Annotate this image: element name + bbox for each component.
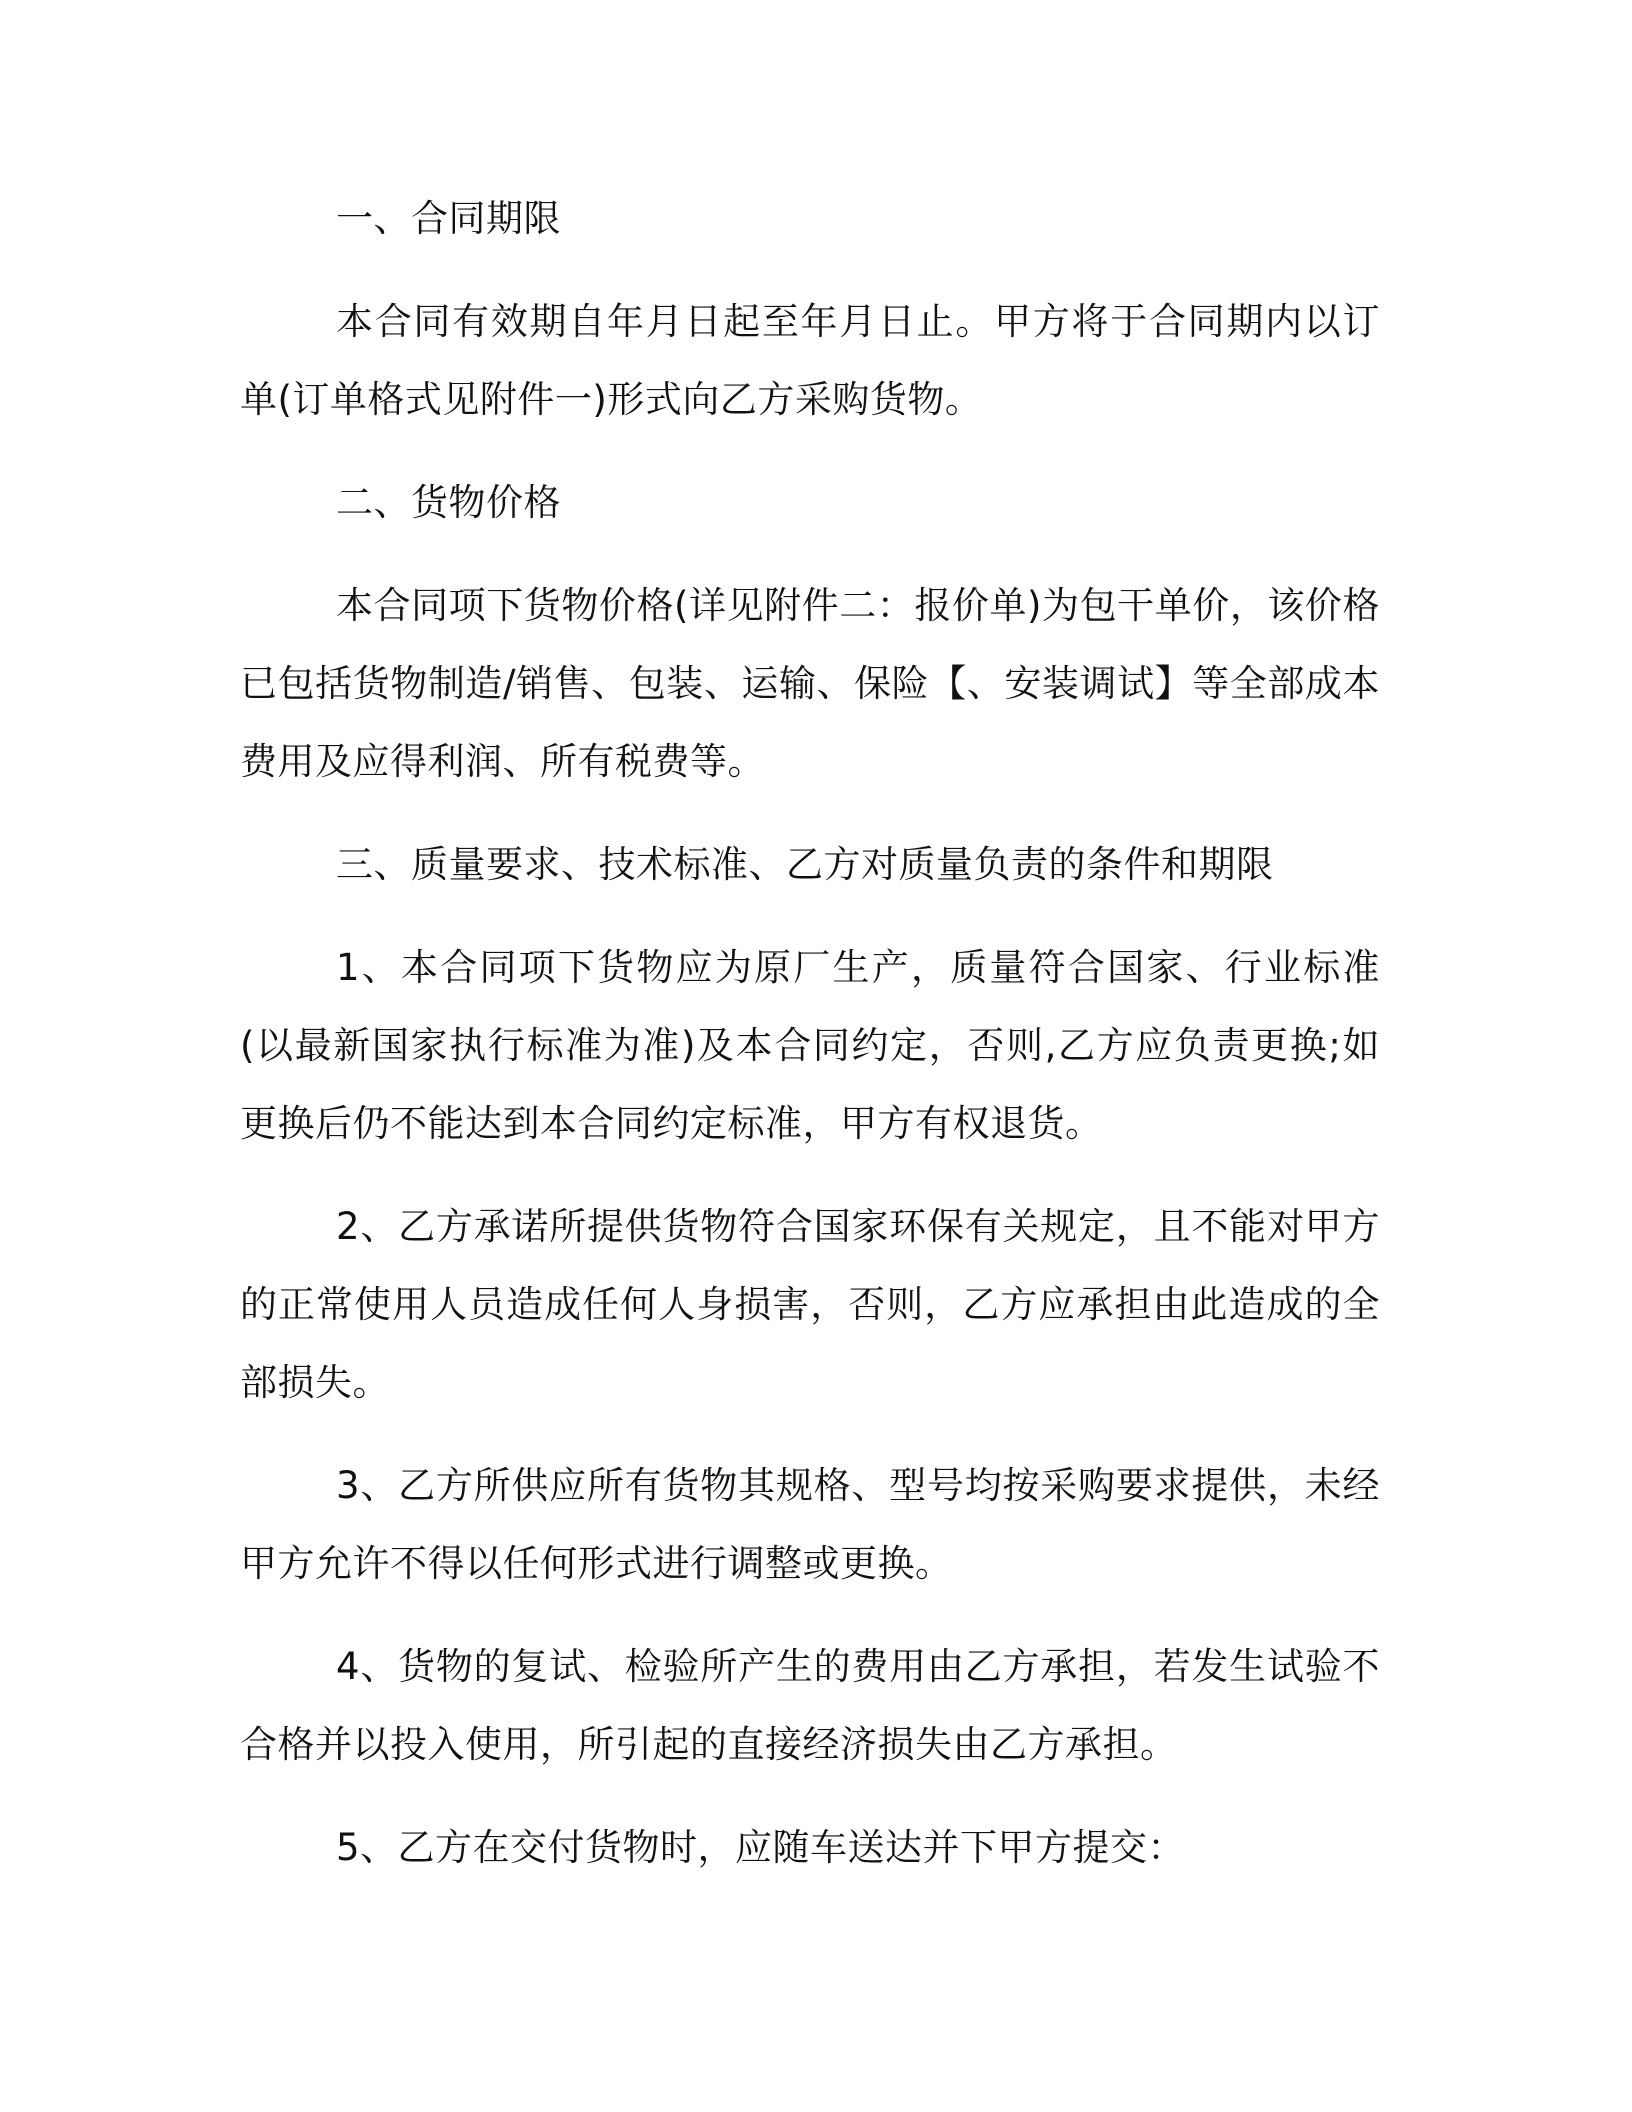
paragraph-quality-4: 4、货物的复试、检验所产生的费用由乙方承担，若发生试验不合格并以投入使用，所引起的直接经济损失由乙方承担。 [240,1645,1380,1766]
paragraph-term: 本合同有效期自年月日起至年月日止。甲方将于合同期内以订单(订单格式见附件一)形式向乙方采购货物。 [240,300,1380,421]
document-body [240,180,1380,1912]
section-heading-price: 二、货物价格 [336,481,561,524]
paragraph-quality-1: 1、本合同项下货物应为原厂生产，质量符合国家、行业标准(以最新国家执行标准为准)及本合同约定，否则,乙方应负责更换;如更换后仍不能达到本合同约定标准，甲方有权退货。 [240,946,1380,1145]
paragraph-price: 本合同项下货物价格(详见附件二：报价单)为包干单价，该价格已包括货物制造/销售、包装、运输、保险【、安装调试】等全部成本费用及应得利润、所有税费等。 [240,584,1380,783]
section-heading-quality: 三、质量要求、技术标准、乙方对质量负责的条件和期限 [336,843,1274,886]
paragraph-quality-3: 3、乙方所供应所有货物其规格、型号均按采购要求提供，未经甲方允许不得以任何形式进行调整或更换。 [240,1464,1380,1585]
section-heading-term: 一、合同期限 [336,197,561,240]
paragraph-quality-2: 2、乙方承诺所提供货物符合国家环保有关规定，且不能对甲方的正常使用人员造成任何人身损害，否则，乙方应承担由此造成的全部损失。 [240,1205,1380,1404]
paragraph-quality-5: 5、乙方在交付货物时，应随车送达并下甲方提交： [336,1826,1186,1869]
